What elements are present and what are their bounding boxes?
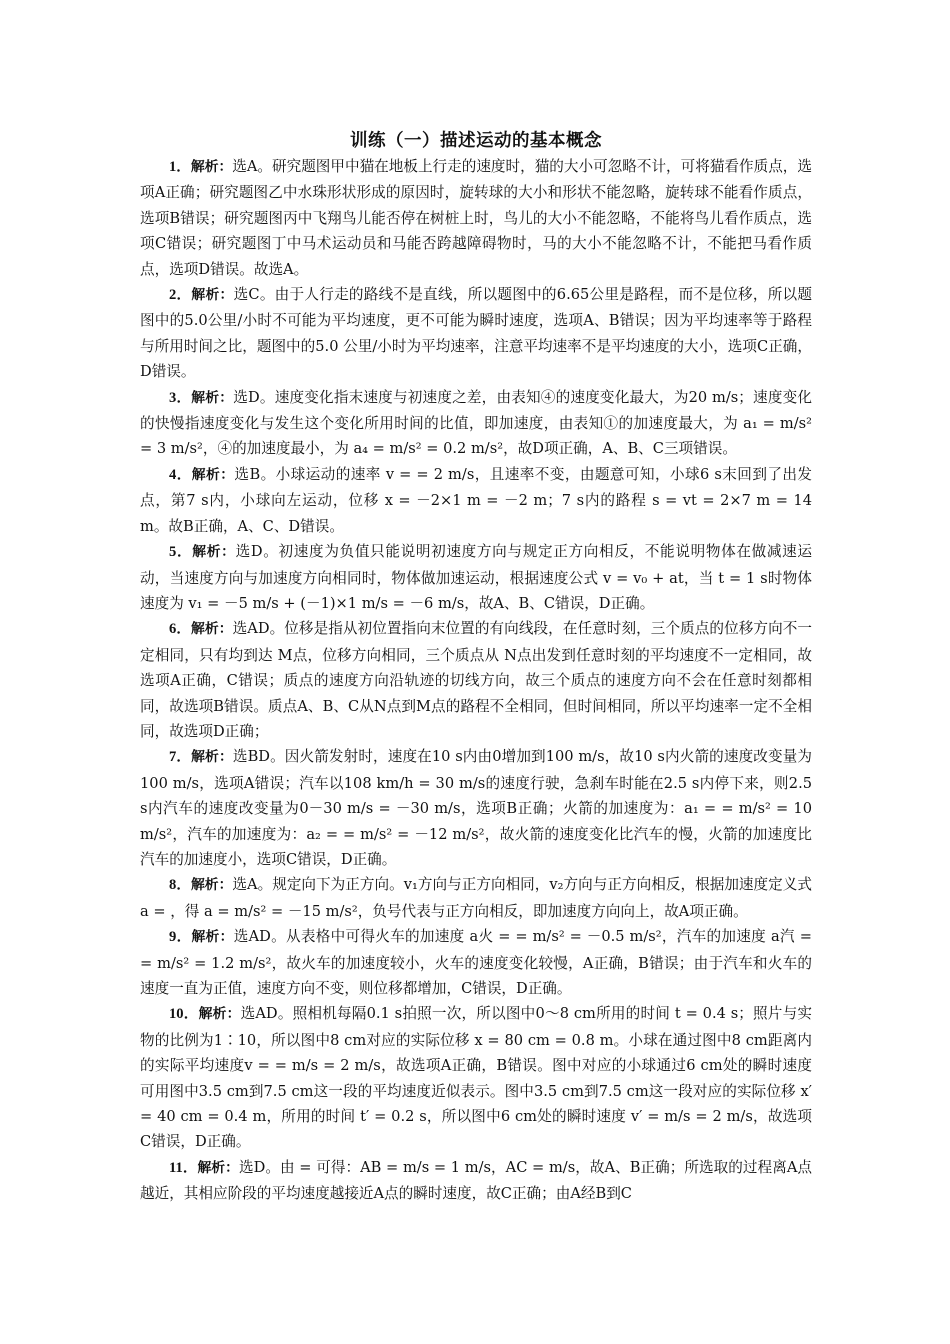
- analysis-label: 解析：: [191, 749, 233, 766]
- answer-number: 3．: [169, 389, 192, 406]
- answer-item: [140, 1001, 812, 1154]
- answer-item: [140, 924, 812, 1001]
- analysis-text: 选A。研究题图甲中猫在地板上行走的速度时，猫的大小可忽略不计，可将猫看作质点，选项A正确；研究题图乙中水珠形状形成的原因时，旋转球的大小和形状不能忽略，旋转球不能看作质点，选项B错误；研究题图丙中飞翔鸟儿能否停在树桩上时，鸟儿的大小不能忽略，不能将鸟儿看作质点，选项C错误；研究题图丁中马术运动员和马能否跨越障碍物时，马的大小不能忽略不计，不能把马看作质点，选项D错误。故选A。: [140, 158, 812, 278]
- answer-item: [140, 744, 812, 872]
- analysis-label: 解析：: [191, 621, 233, 638]
- answer-number: 5．: [169, 544, 193, 561]
- answer-number: 8．: [169, 877, 191, 894]
- analysis-text: 选AD。从表格中可得火车的加速度 a火 = = m/s² = －0.5 m/s²，汽车的加速度 a汽 = = m/s² = 1.2 m/s²，故火车的加速度较小，火车的速度变化较慢，A正确，B错误；由于汽车和火车的速度一直为正值，速度方向不变，则位移都增加，C错误，D正确。: [140, 928, 812, 997]
- analysis-label: 解析：: [191, 389, 234, 406]
- answer-number: 4．: [169, 466, 192, 483]
- answer-number: 1．: [169, 159, 191, 175]
- answer-item: [140, 282, 812, 385]
- answer-item: [140, 1155, 812, 1207]
- analysis-text: 选AD。照相机每隔0.1 s拍照一次，所以图中0～8 cm所用的时间 t = 0.4 s；照片与实物的比例为1∶10，所以图中8 cm对应的实际位移 x = 80 cm = 0.8 m。小球在通过图中8 cm距离内的实际平均速度v = = m/s = 2 m/s，故选项A正确，B错误。图中对应的小球通过6 cm处的瞬时速度可用图中3.5 cm到7.5 cm这一段的平均速度近似表示。图中3.5 cm到7.5 cm这一段对应的实际位移 x′ = 40 cm = 0.4 m，所用的时间 t′ = 0.2 s，所以图中6 cm处的瞬时速度 v′ = m/s = 2 m/s，故选项C错误，D正确。: [140, 1005, 812, 1151]
- analysis-label: 解析：: [197, 1159, 239, 1176]
- analysis-label: 解析：: [198, 1006, 241, 1023]
- answer-item: [140, 385, 812, 462]
- answer-item: [140, 616, 812, 744]
- answer-item: [140, 462, 812, 539]
- answer-number: 9．: [169, 929, 192, 946]
- answer-number: 6．: [169, 621, 192, 638]
- analysis-text: 选A。规定向下为正方向。v₁方向与正方向相同，v₂方向与正方向相反，根据加速度定义式 a = ，得 a = m/s² = －15 m/s²，负号代表与正方向相反，即加速度方向向上，故A项正确。: [140, 876, 812, 920]
- answer-number: 2．: [169, 287, 192, 304]
- answer-item: [140, 872, 812, 924]
- page-title: 训练（一）描述运动的基本概念: [350, 131, 602, 151]
- analysis-label: 解析：: [190, 877, 233, 894]
- answer-item: [140, 154, 812, 282]
- answer-number: 7．: [169, 749, 192, 766]
- analysis-text: 选AD。位移是指从初位置指向末位置的有向线段，在任意时刻，三个质点的位移方向不一定相同，只有均到达 M点，位移方向相同，三个质点从 N点出发到任意时刻的平均速度不一定相同，故选项A正确，C错误；质点的速度方向沿轨迹的切线方向，故三个质点的速度方向不会在任意时刻都相同，故选项B错误。质点A、B、C从N点到M点的路程不全相同，但时间相同，所以平均速率一定不全相同，故选项D正确；: [140, 620, 812, 740]
- analysis-text: 选C。由于人行走的路线不是直线，所以题图中的6.65公里是路程，而不是位移，所以题图中的5.0公里/小时不可能为平均速度，更不可能为瞬时速度，选项A、B错误；因为平均速率等于路程与所用时间之比，题图中的5.0 公里/小时为平均速率，注意平均速率不是平均速度的大小，选项C正确，D错误。: [140, 286, 812, 381]
- analysis-label: 解析：: [192, 544, 236, 561]
- analysis-text: 选D。初速度为负值只能说明初速度方向与规定正方向相反，不能说明物体在做减速运动，当速度方向与加速度方向相同时，物体做加速运动，根据速度公式 v = v₀ + at，当 t = 1 s时物体速度为 v₁ = －5 m/s + (－1)×1 m/s = －6 m/s，故A、B、C错误，D正确。: [140, 543, 812, 612]
- analysis-label: 解析：: [191, 929, 234, 946]
- answer-list: [140, 154, 812, 1207]
- answer-item: [140, 539, 812, 616]
- analysis-text: 选D。由 = 可得：AB = m/s = 1 m/s，AC = m/s，故A、B正确；所选取的过程离A点越近，其相应阶段的平均速度越接近A点的瞬时速度，故C正确；由A经B到C: [140, 1158, 813, 1203]
- analysis-text: 选B。小球运动的速率 v = = 2 m/s，且速率不变，由题意可知，小球6 s末回到了出发点，第7 s内，小球向左运动，位移 x = －2×1 m = －2 m；7 s内的路程 s = vt = 2×7 m = 14 m。故B正确，A、C、D错误。: [140, 465, 812, 535]
- answer-number: 10．: [169, 1006, 199, 1023]
- answer-number: 11．: [169, 1159, 198, 1176]
- analysis-label: 解析：: [191, 287, 234, 304]
- analysis-label: 解析：: [190, 159, 233, 175]
- analysis-text: 选BD。因火箭发射时，速度在10 s内由0增加到100 m/s，故10 s内火箭的速度改变量为100 m/s，选项A错误；汽车以108 km/h = 30 m/s的速度行驶，急刹车时能在2.5 s内停下来，则2.5 s内汽车的速度改变量为0－30 m/s = －30 m/s，选项B正确；火箭的加速度为：a₁ = = m/s² = 10 m/s²，汽车的加速度为：a₂ = = m/s² = －12 m/s²，故火箭的速度变化比汽车的慢，火箭的加速度比汽车的加速度小，选项C错误，D正确。: [140, 748, 812, 868]
- document-page: [140, 128, 812, 1207]
- analysis-text: 选D。速度变化指末速度与初速度之差，由表知④的速度变化最大，为20 m/s；速度变化的快慢指速度变化与发生这个变化所用时间的比值，即加速度，由表知①的加速度最大，为 a₁ = m/s² = 3 m/s²，④的加速度最小，为 a₄ = m/s² = 0.2 m/s²，故D项正确，A、B、C三项错误。: [140, 388, 812, 458]
- analysis-label: 解析：: [191, 466, 235, 483]
